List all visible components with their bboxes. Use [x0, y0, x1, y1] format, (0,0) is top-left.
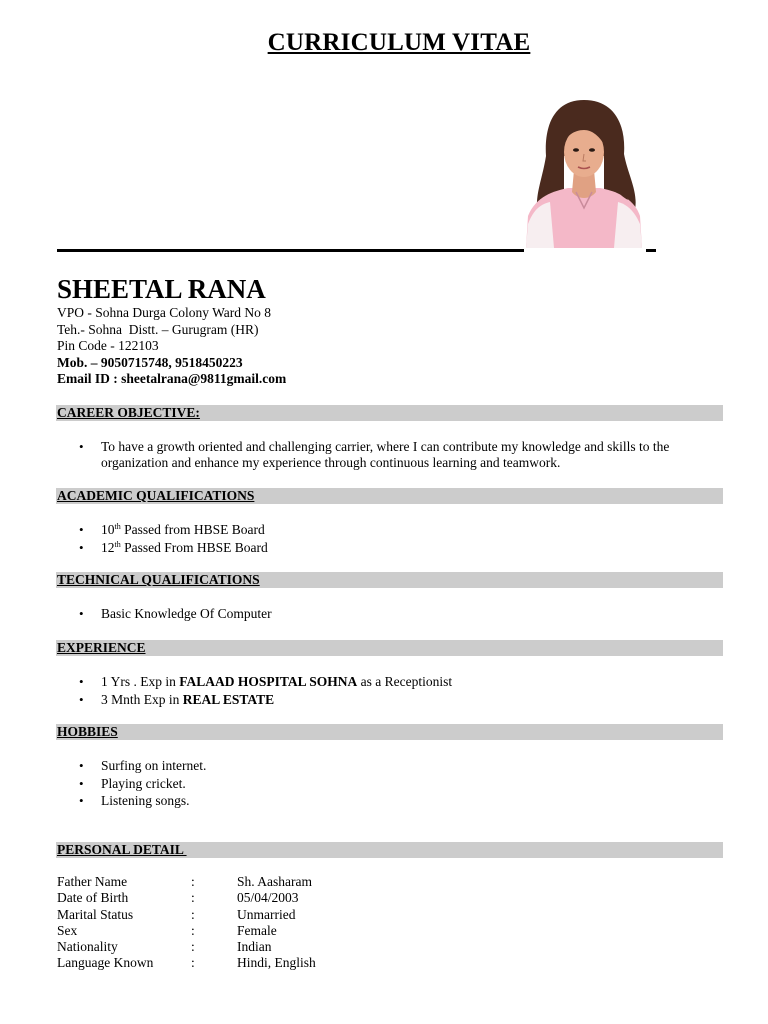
career-objective-text: • To have a growth oriented and challenging carrier, where I can contribute my knowledge and skills to the organization and enhance my experience through continuous learning and teamwork.: [57, 439, 707, 471]
section-hobbies: [56, 724, 723, 740]
technical-list: [57, 605, 272, 623]
career-objective-list: [57, 439, 707, 471]
personal-detail-row: [57, 923, 316, 939]
list-item: • Listening songs.: [57, 792, 206, 810]
detail-value: Hindi, English: [237, 955, 316, 971]
detail-label: Nationality: [57, 939, 118, 955]
section-heading: PERSONAL DETAIL: [57, 842, 187, 857]
contact-block: [57, 305, 286, 388]
list-item: • 10th Passed from HBSE Board: [57, 521, 268, 539]
personal-detail-row: [57, 955, 316, 971]
section-heading: TECHNICAL QUALIFICATIONS: [57, 572, 260, 587]
email-address: Email ID : sheetalrana@9811gmail.com: [57, 371, 287, 386]
detail-value: 05/04/2003: [237, 890, 299, 906]
hobbies-list: [57, 757, 206, 810]
list-item: • 3 Mnth Exp in REAL ESTATE: [57, 691, 452, 709]
detail-value: Indian: [237, 939, 272, 955]
address-line-1: VPO - Sohna Durga Colony Ward No 8: [57, 305, 272, 320]
document-title: CURRICULUM VITAE: [267, 29, 531, 56]
list-item: • 12th Passed From HBSE Board: [57, 539, 268, 557]
header-divider: [57, 249, 524, 252]
detail-label: Father Name: [57, 874, 128, 889]
detail-separator: :: [191, 890, 195, 906]
section-heading: CAREER OBJECTIVE:: [57, 405, 200, 420]
section-heading: HOBBIES: [57, 724, 118, 739]
section-heading: ACADEMIC QUALIFICATIONS: [57, 488, 255, 503]
header-divider-tail: [646, 249, 656, 252]
section-technical-qualifications: [56, 572, 723, 588]
detail-value: Female: [237, 922, 277, 938]
section-personal-detail: [56, 842, 723, 858]
pin-code: Pin Code - 122103: [57, 338, 159, 353]
list-item: • Playing cricket.: [57, 775, 206, 793]
detail-value: Unmarried: [237, 906, 296, 922]
detail-value: Sh. Aasharam: [237, 874, 312, 889]
profile-photo: [524, 96, 644, 248]
candidate-name: SHEETAL RANA: [57, 274, 266, 304]
personal-detail-row: [57, 907, 316, 923]
section-academic-qualifications: [56, 488, 723, 504]
academic-list: [57, 521, 268, 556]
detail-label: Date of Birth: [57, 890, 129, 906]
detail-separator: :: [191, 874, 195, 889]
detail-separator: :: [191, 922, 195, 938]
detail-label: Sex: [57, 922, 78, 938]
section-heading: EXPERIENCE: [57, 640, 146, 655]
mobile-numbers: Mob. – 9050715748, 9518450223: [57, 354, 243, 370]
list-item: • 1 Yrs . Exp in FALAAD HOSPITAL SOHNA as a Receptionist: [57, 673, 452, 691]
section-career-objective: [56, 405, 723, 421]
detail-separator: :: [191, 955, 195, 971]
personal-detail-table: [57, 874, 316, 972]
address-line-2: Teh.- Sohna Distt. – Gurugram (HR): [57, 321, 259, 337]
detail-separator: :: [191, 906, 195, 922]
list-item: • Surfing on internet.: [57, 757, 206, 775]
personal-detail-row: [57, 874, 316, 890]
personal-detail-row: [57, 939, 316, 955]
experience-list: [57, 673, 452, 708]
detail-label: Marital Status: [57, 906, 134, 922]
personal-detail-row: [57, 890, 316, 906]
detail-separator: :: [191, 939, 195, 955]
list-item: • Basic Knowledge Of Computer: [57, 605, 272, 623]
section-experience: [56, 640, 723, 656]
detail-label: Language Known: [57, 955, 154, 971]
